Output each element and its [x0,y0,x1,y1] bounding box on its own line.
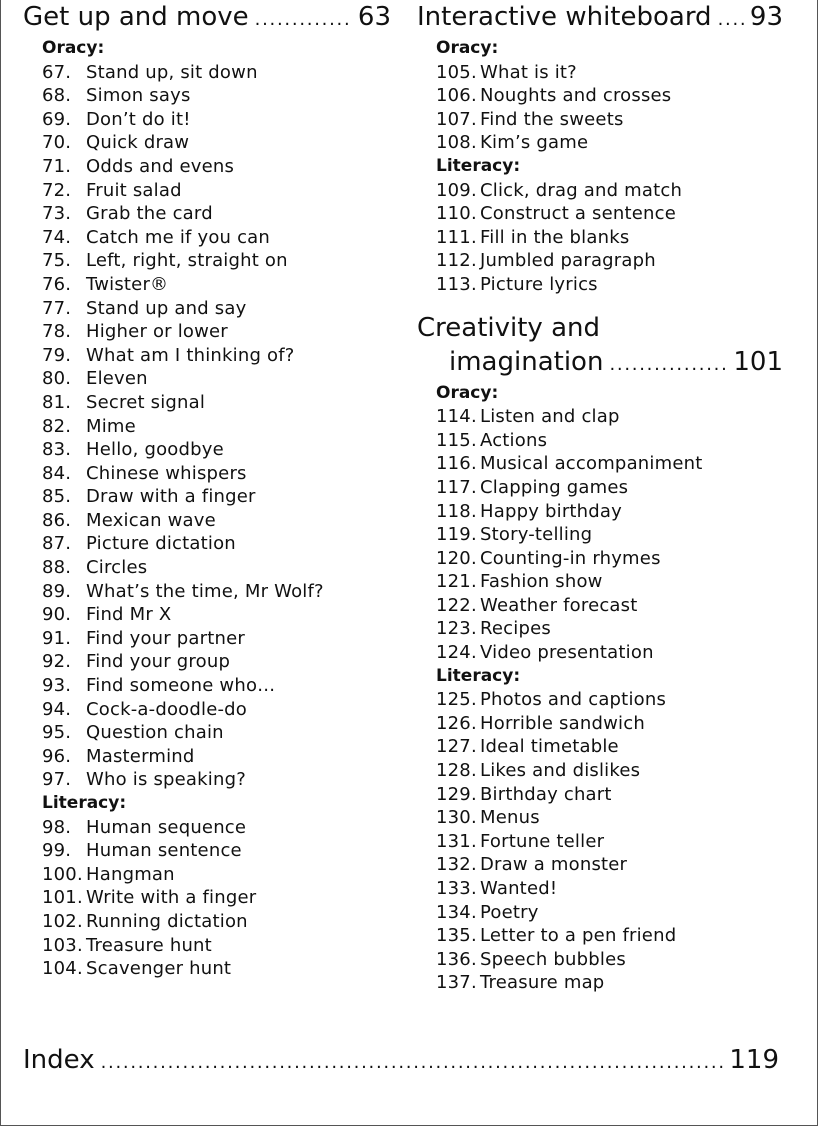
item-number: 129. [436,783,477,805]
item-number: 86. [42,509,72,531]
list-item [436,901,783,925]
list-item [436,84,783,108]
item-number: 109. [436,179,477,201]
list-item [42,934,391,958]
item-title: Draw with a finger [86,486,256,508]
list-item [42,61,391,85]
item-number: 101. [42,887,83,909]
item-number: 131. [436,830,477,852]
subheading-literacy: Literacy: [436,155,521,176]
list-item [42,816,391,840]
list-item [42,603,391,627]
list-item [436,594,783,618]
list-item [42,249,391,273]
list-item [436,429,783,453]
item-title: Treasure hunt [86,934,212,956]
list-item [42,108,391,132]
list-item [42,650,391,674]
item-title: Human sentence [86,840,242,862]
list-item [42,462,391,486]
item-title: Counting-in rhymes [480,547,661,569]
activity-list [23,61,391,792]
subheading-oracy: Oracy: [42,38,105,58]
item-title: Who is speaking? [86,769,246,791]
list-item [42,131,391,155]
item-number: 111. [436,226,477,248]
list-item [436,971,783,995]
list-item [42,532,391,556]
index-title: Index [23,1045,95,1075]
list-item [42,273,391,297]
item-number: 73. [42,203,72,225]
item-title: Fashion show [480,571,603,593]
item-number: 135. [436,925,477,947]
item-number: 112. [436,250,477,272]
list-item [42,863,391,887]
section-title-line2: imagination [449,346,604,377]
item-title: Fortune teller [480,830,605,852]
item-number: 72. [42,179,72,201]
list-item [436,226,783,250]
item-number: 94. [42,698,72,720]
section-page-number: 93 [749,2,783,32]
list-item [42,839,391,863]
item-title: Mime [86,415,136,437]
activity-list [417,688,783,995]
item-number: 85. [42,486,72,508]
section-heading-creativity-and-imagination [417,311,783,382]
item-number: 98. [42,816,72,838]
item-title: Listen and clap [480,406,620,428]
item-number: 120. [436,547,477,569]
item-title: Noughts and crosses [480,85,672,107]
item-number: 93. [42,675,72,697]
list-item [436,202,783,226]
item-title: Question chain [86,722,224,744]
list-item [436,924,783,948]
list-item [436,783,783,807]
item-title: Fill in the blanks [480,226,630,248]
item-number: 122. [436,594,477,616]
item-number: 116. [436,453,477,475]
list-item [42,910,391,934]
index-heading [23,1043,779,1080]
item-number: 128. [436,760,477,782]
item-number: 80. [42,368,72,390]
item-number: 67. [42,61,72,83]
item-number: 132. [436,854,477,876]
item-title: Chinese whispers [86,462,247,484]
item-number: 89. [42,580,72,602]
item-title: Clapping games [480,476,629,498]
item-title: Happy birthday [480,500,622,522]
section-title-line2-row [417,345,783,382]
item-title: Draw a monster [480,854,628,876]
list-item [436,108,783,132]
item-title: Mastermind [86,745,195,767]
section-title: Interactive whiteboard [417,2,712,32]
item-title: Mexican wave [86,509,216,531]
item-number: 77. [42,297,72,319]
list-item [436,131,783,155]
list-item [436,405,783,429]
leader-dots [101,1043,724,1080]
list-item [42,320,391,344]
activity-list [417,61,783,155]
item-title: Hangman [86,863,175,885]
list-item [42,391,391,415]
item-title: What is it? [480,61,577,83]
item-title: Find your group [86,651,231,673]
item-number: 133. [436,878,477,899]
item-title: Construct a sentence [480,203,677,225]
subheading-oracy: Oracy: [436,382,499,403]
item-title: Left, right, straight on [86,250,288,272]
list-item [436,877,783,901]
item-title: Find someone who… [86,675,276,697]
list-item [42,509,391,533]
item-title: Eleven [86,368,148,390]
list-item [436,806,783,830]
item-title: Higher or lower [86,321,228,343]
item-number: 71. [42,155,72,177]
item-number: 106. [436,85,477,107]
item-title: Kim’s game [480,132,589,154]
item-number: 108. [436,132,477,154]
item-title: Birthday chart [480,783,612,805]
item-number: 79. [42,344,72,366]
item-number: 75. [42,250,72,272]
item-title: Actions [480,429,548,451]
item-number: 118. [436,500,477,522]
item-title: Write with a finger [86,887,257,909]
item-number: 124. [436,642,477,664]
item-title: Simon says [86,85,191,107]
item-number: 96. [42,745,72,767]
list-item [436,570,783,594]
list-item [42,674,391,698]
list-item [436,948,783,972]
item-title: Grab the card [86,203,213,225]
item-title: Video presentation [480,642,654,664]
item-title: Cock-a-doodle-do [86,698,248,720]
item-number: 91. [42,627,72,649]
item-title: Running dictation [86,910,248,932]
item-title: Fruit salad [86,179,182,201]
item-title: Weather forecast [480,594,638,616]
item-number: 123. [436,618,477,640]
item-title: Circles [86,557,148,579]
list-item [436,641,783,665]
item-title: Ideal timetable [480,736,619,758]
item-number: 99. [42,840,72,862]
list-item [436,617,783,641]
item-number: 92. [42,651,72,673]
item-number: 134. [436,901,477,923]
item-number: 105. [436,61,477,83]
item-title: Find Mr X [86,604,172,626]
section-title-line1: Creativity and [417,312,600,343]
list-item [42,886,391,910]
item-number: 82. [42,415,72,437]
list-item [42,202,391,226]
item-number: 121. [436,571,477,593]
item-number: 104. [42,958,83,980]
item-number: 90. [42,604,72,626]
item-title: Scavenger hunt [86,958,232,980]
list-item [436,179,783,203]
index-page-number: 119 [729,1045,779,1075]
list-item [42,627,391,651]
item-number: 81. [42,391,72,413]
list-item [436,476,783,500]
item-title: Poetry [480,901,539,923]
list-item [42,698,391,722]
list-item [436,830,783,854]
activity-list [23,816,391,981]
item-title: Stand up, sit down [86,61,258,83]
item-number: 74. [42,226,72,248]
item-number: 103. [42,934,83,956]
item-number: 102. [42,910,83,932]
item-number: 125. [436,689,477,711]
item-number: 76. [42,273,72,295]
leader-dots [609,345,727,382]
activity-list [417,179,783,297]
item-number: 115. [436,429,477,451]
list-item [436,452,783,476]
item-number: 95. [42,722,72,744]
item-title: Hello, goodbye [86,439,224,461]
list-item [436,61,783,85]
item-number: 68. [42,85,72,107]
section-page-number: 101 [733,346,783,377]
leader-dots [718,0,744,37]
item-number: 97. [42,769,72,791]
list-item [436,547,783,571]
list-item [42,226,391,250]
section-page-number: 63 [357,2,391,32]
item-title: Twister® [86,273,169,295]
list-item [42,745,391,769]
item-number: 119. [436,524,477,546]
subheading-literacy: Literacy: [42,793,127,813]
subheading-literacy: Literacy: [436,665,521,686]
item-title: Recipes [480,618,551,640]
item-title: Catch me if you can [86,226,271,248]
item-title: Quick draw [86,132,190,154]
item-number: 70. [42,132,72,154]
item-number: 87. [42,533,72,555]
item-title: What’s the time, Mr Wolf? [86,580,324,602]
list-item [436,735,783,759]
list-item [42,721,391,745]
item-title: Odds and evens [86,155,235,177]
list-item [42,367,391,391]
item-title: Story-telling [480,524,593,546]
list-item [436,500,783,524]
item-title: Photos and captions [480,689,667,711]
item-number: 113. [436,273,477,295]
item-title: Human sequence [86,816,247,838]
item-title: Jumbled paragraph [480,250,656,272]
list-item [42,297,391,321]
list-item [42,556,391,580]
item-number: 107. [436,108,477,130]
item-number: 130. [436,807,477,829]
list-item [436,273,783,297]
section-spacer [417,297,783,311]
item-title: Don’t do it! [86,108,191,130]
item-number: 126. [436,712,477,734]
item-number: 137. [436,972,477,994]
list-item [42,485,391,509]
item-number: 84. [42,462,72,484]
item-title: Picture dictation [86,533,236,555]
list-item [42,155,391,179]
item-number: 78. [42,321,72,343]
list-item [436,712,783,736]
item-number: 117. [436,476,477,498]
item-title: Picture lyrics [480,273,598,295]
item-title: Find the sweets [480,108,624,130]
item-title: Musical accompaniment [480,453,703,475]
list-item [42,344,391,368]
activity-list [417,405,783,665]
item-title: Click, drag and match [480,179,683,201]
item-title: Find your partner [86,627,245,649]
list-item [42,415,391,439]
list-item [436,688,783,712]
right-column [417,0,783,995]
leader-dots [255,0,352,37]
subheading-oracy: Oracy: [436,38,499,58]
item-number: 127. [436,736,477,758]
list-item [436,853,783,877]
item-title: Speech bubbles [480,948,626,970]
item-title: Treasure map [480,972,605,994]
section-heading-get-up-and-move [23,0,391,37]
item-title: Wanted! [480,878,558,899]
list-item [436,249,783,273]
list-item [436,759,783,783]
list-item [42,438,391,462]
left-column [23,0,391,981]
item-number: 136. [436,948,477,970]
item-number: 110. [436,203,477,225]
item-number: 100. [42,863,83,885]
section-title: Get up and move [23,2,249,32]
list-item [42,580,391,604]
list-item [42,84,391,108]
item-number: 114. [436,406,477,428]
item-title: Secret signal [86,391,206,413]
item-title: Letter to a pen friend [480,925,677,947]
item-number: 83. [42,439,72,461]
item-title: Menus [480,807,540,829]
item-title: What am I thinking of? [86,344,295,366]
list-item [436,523,783,547]
item-title: Likes and dislikes [480,760,641,782]
list-item [42,957,391,981]
item-title: Stand up and say [86,297,247,319]
item-title: Horrible sandwich [480,712,645,734]
section-heading-interactive-whiteboard [417,0,783,37]
list-item [42,179,391,203]
item-number: 69. [42,108,72,130]
item-number: 88. [42,557,72,579]
list-item [42,768,391,792]
